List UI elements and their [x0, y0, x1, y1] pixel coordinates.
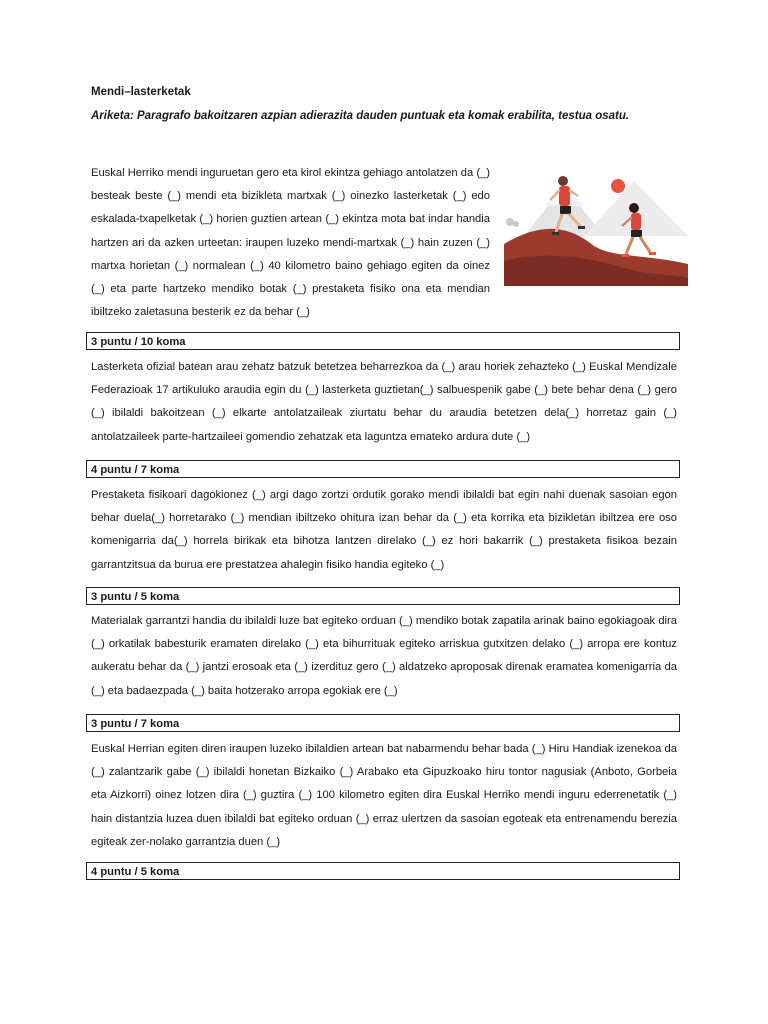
document-title: Mendi–lasterketak [91, 86, 191, 98]
hint-box-5: 4 puntu / 5 koma [86, 862, 680, 880]
task-instruction: Ariketa: Paragrafo bakoitzaren azpian adierazita dauden puntuak eta komak erabilita, testua osatu. [91, 110, 630, 122]
hint-box-2: 4 puntu / 7 koma [86, 460, 680, 478]
paragraph-5: Euskal Herrian egiten diren iraupen luzeko ibilaldien artean bat nabarmendu behar bada (_) Hiru Handiak izenekoa da (_) zalantzarik gabe (_) ibilaldi honetan Bizkaiko (_) Arabako eta Gipuzkoako hiru tontor nagusiak (Anboto, Gorbeia eta Aizkorri) oinez lotzen dira (_) guztira (_) 100 kilometro egiten dira Euskal Herriko mendi inguru ederrenetatik (_) hain distantzia luzea duen ibilaldi bat egiteko orduan (_) erraz ulertzen da sasoian egoteak eta entrenamendu berezia egiteak zer-nolako garrantzia duen (_) [91, 743, 677, 848]
paragraph-3: Prestaketa fisikoari dagokionez (_) argi dago zortzi ordutik gorako mendi ibilaldi bat egin nahi duenak sasoian egon behar duela(_) horretarako (_) mendian ibiltzeko ohitura izan behar da (_) eta korrika eta bizikletan ibiltzea ere oso komenigarria da(_) horrela birikak eta bihotza lantzen direlako (_) ez hori bakarrik (_) prestaketa fisikoa bezain garrantzitsua da burua ere prestatzea ahalegin fisiko handia egiteko (_) [91, 489, 677, 571]
hint-box-1: 3 puntu / 10 koma [86, 332, 680, 350]
paragraph-4: Materialak garrantzi handia du ibilaldi luze bat egiteko orduan (_) mendiko botak zapatila arinak baino egokiagoak dira (_) orkatilak babesturik eramaten direlako (_) eta bihurrituak egiteko arriskua gutxitzen delako (_) arropa ere kontuz aukeratu behar da (_) jantzi erosoak eta (_) izerdituz gero (_) aldatzeko aproposak direnak eramatea komenigarria da (_) eta badaezpada (_) baita hotzerako arropa egokiak ere (_) [91, 615, 677, 697]
hint-box-4: 3 puntu / 7 koma [86, 714, 680, 732]
paragraph-1: Euskal Herriko mendi inguruetan gero eta kirol ekintza gehiago antolatzen da (_) besteak beste (_) mendi eta bizikleta martxak (_) oinezko lasterketak (_) edo eskalada-txapelketak (_) horien guztien artean (_) ekintza mota bat indar handia hartzen ari da azken urteetan: iraupen luzeko mendi-martxak (_) hain zuzen (_) martxa horietan (_) normalean (_) 40 kilometro baino gehiago egiten da oinez (_) eta parte hartzeko mendiko botak (_) prestaketa fisiko ona eta mendian ibiltzeko zaletasuna besterik ez da behar (_) [91, 167, 490, 319]
mountain-runners-illustration [504, 166, 688, 286]
hint-box-3: 3 puntu / 5 koma [86, 587, 680, 605]
paragraph-2: Lasterketa ofizial batean arau zehatz batzuk betetzea beharrezkoa da (_) arau horiek zehazteko (_) Euskal Mendizale Federazioak 17 artikuluko araudia egin du (_) lasterketa guztietan(_) salbuespenik gabe (_) bete behar dena (_) gero (_) ibilaldi bakoitzean (_) elkarte antolatzaileak ziurtatu behar du araudia betetzen dela(_) horretaz gain (_) antolatzaileek parte-hartzaileei gomendio zehatzak eta laguntza emateko ardura dute (_) [91, 361, 677, 443]
